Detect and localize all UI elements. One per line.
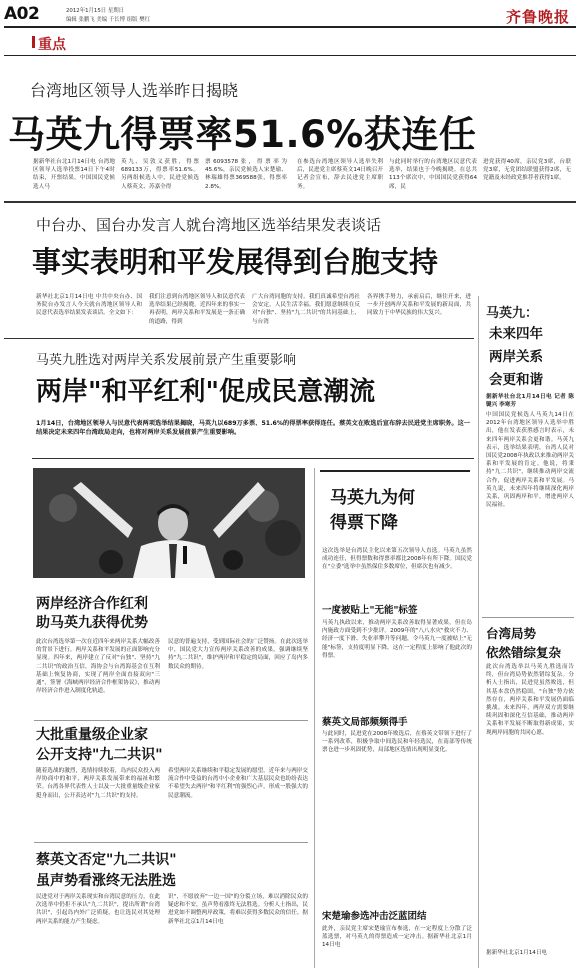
story7-text2: 与此同时，民进党在2008年败选后，在蔡英文带领下进行了一系列改革，积极争取中间选民和年轻选民，在南部等传统票仓进一步巩固优势，局部地区选情出现明显变化。 — [322, 731, 472, 754]
sidebar2-headline-line1: 台湾局势 — [486, 626, 537, 641]
sidebar2-headline-line2: 依然错综复杂 — [486, 645, 562, 660]
masthead-rule — [4, 26, 576, 28]
story6-col1: 民进党对于两岸关系现实和台湾民意的压力，在此次选举中仍拒不承认"九二共识"，提出所谓"台湾共识"，引起岛内外广泛质疑，也让选民对其处理两岸关系的能力产生疑虑。 — [36, 894, 160, 925]
sidebar1-label: 马英九： — [486, 306, 539, 321]
story7-sub2: 蔡英文局部频频得手 — [322, 717, 408, 728]
footer-credit: 据新华社北京1月14日电 — [486, 950, 548, 956]
rule-3 — [32, 458, 474, 459]
rule-5 — [34, 842, 308, 843]
story6-headline-line1: 蔡英文否定"九二共识" — [36, 852, 177, 868]
story2-col3: 广大台湾同胞的支持。我们真诚希望台湾社会安定，人民生活幸福。我们愿意继续在反对"台独"、坚持"九二共识"的共同基础上，与台湾 — [252, 294, 360, 325]
editors-line: 编辑 张鹏飞 美编 千长博 组版 樊红 — [66, 17, 151, 23]
story1-col2: 英九、吴敦义获胜，得票689133万，得票率51.6%。另两组候选人中，民进党候选人蔡英文、苏嘉全得 — [121, 159, 199, 190]
story6-col2: 识"，不愿放弃"一边一国"的分裂立场，难以消除民众的疑虑和不安，虽声势看涨终无法胜选。分析人士指出，民进党如不调整两岸政策，将难以获得多数民众的信任。据新华社北京1月14日电 — [168, 894, 308, 925]
story2-headline: 事实表明和平发展得到台胞支持 — [32, 245, 439, 279]
ma-ying-jeou-photo — [33, 468, 305, 578]
story1-col4: 在参选台湾地区领导人选举失利后，民进党主席蔡英文14日晚召开记者会宣布，辞去民进党主席职务。 — [297, 159, 383, 190]
rule-4 — [34, 720, 308, 721]
story7-divider — [314, 468, 315, 968]
story6-headline-line2: 虽声势看涨终无法胜选 — [36, 873, 176, 889]
story5-col2: 希望两岸关系继续和平稳定发展的愿望。近年来与两岸交流合作中受益的台湾中小企业和广大基层民众也纷纷表达不希望失去两岸"和平红利"的强烈心声，形成一股强大的民意潮流。 — [168, 768, 308, 799]
sidebar2-body: 此次台湾选举以马英九胜选而告终，但台湾局势依然错综复杂。分析人士指出，民进党虽然败选，但其基本盘仍然稳固，"台独"势力依然存在，两岸关系和平发展仍面临挑战。未来四年，两岸双方需要继续巩固和深化互信基础，推动两岸关系和平发展不断取得新成果，实现两岸同胞的共同心愿。 — [486, 664, 574, 736]
section-marker — [32, 36, 35, 48]
story3-headline: 两岸"和平红利"促成民意潮流 — [36, 377, 376, 407]
sidebar1-headline-line1: 未来四年 — [489, 326, 543, 342]
story5-headline-line1: 大批重量级企业家 — [36, 727, 148, 743]
story4-headline-line1: 两岸经济合作红利 — [36, 596, 148, 612]
story1-col5: 与此同时举行的台湾地区民意代表选举，结果也于今晚揭晓。在总共113个席次中，中国国民党获得64席，民 — [389, 159, 477, 190]
section-label: 重点 — [38, 37, 66, 53]
story7-headline-line1: 马英九为何 — [330, 488, 415, 508]
story7-text3: 此外，亲民党主席宋楚瑜宣布参选，在一定程度上分散了泛蓝选票，对马英九的得票造成一定冲击。据新华社北京1月14日电 — [322, 926, 472, 949]
rule-1 — [4, 201, 576, 203]
story2-col4: 各界携手努力，承前启后，继往开来，进一步开创两岸关系和平发展的新局面，共同致力于中华民族的伟大复兴。 — [367, 294, 471, 317]
story2-col2: 我们注意到台湾地区领导人和民意代表选举结果已经揭晓。近四年来的事实一再表明，两岸关系和平发展是一条正确的道路，得到 — [149, 294, 245, 325]
story1-headline: 马英九得票率51.6%获连任 — [8, 113, 477, 156]
sidebar1-body: 中国国民党候选人马英九14日在2012年台湾地区领导人选举中胜出，他在发表获胜感言时表示，未来四年两岸关系会更和谐。马英九表示，选举结果表明，台湾人民对国民党2008年执政以来推动两岸关系和平发展的肯定。他说，将秉持"九二共识"，继续推动两岸交流合作，促进两岸关系和平发展。马英九说，未来四年将继续深化两岸关系，巩固两岸和平，增进两岸人民福祉。 — [486, 412, 574, 509]
sidebar1-headline-line2: 两岸关系 — [489, 349, 543, 365]
story1-kicker: 台湾地区领导人选举昨日揭晓 — [30, 81, 239, 100]
story7-headline-line2: 得票下降 — [330, 513, 398, 533]
rule-2 — [4, 338, 474, 339]
page-number: A02 — [4, 4, 40, 24]
section-rule — [4, 55, 576, 56]
story7-intro: 这次选举是台湾民主化以来第五次领导人直选。马英九虽然成功连任，但得票数和得票率都比2008年有所下降。国民党在"立委"选举中虽然保住多数席位，但席次也有减少。 — [322, 548, 472, 571]
paper-logo: 齐鲁晚报 — [505, 8, 570, 26]
story2-kicker: 中台办、国台办发言人就台湾地区选举结果发表谈话 — [36, 216, 382, 234]
story1-col3: 票6093578张，得票率为45.6%，亲民党候选人宋楚瑜、林瑞雄得票369588张，得票率2.8%。 — [205, 159, 287, 190]
date-line: 2012年1月15日 星期日 — [66, 8, 125, 14]
story5-col1: 随着选战的激烈，选情持续胶着，岛内民众投入两岸协商中的和平，两岸关系发展带来的福祉和繁荣。台湾各界代表性人士以及一大批重量级企业家挺身而出，公开表达对"九二共识"的支持。 — [36, 768, 160, 799]
story4-col1: 此次台湾选举第一次在近四年来两岸关系大幅改善的背景下进行。两岸关系和平发展的正面影响充分显现。四年来，两岸建立了反对"台独"、坚持"九二共识"的政治互信，海协会与台湾海基会在互利基础上恢复协商，实现了两岸全面直接双向"三通"，签署《海峡两岸经济合作框架协议》，推动两岸经济合作进入制度化轨道。 — [36, 639, 160, 695]
story1-col6: 进党获得40席，亲民党3席，台联党3席，无党团结联盟获得2席，无党籍及未经政党推荐者获得1席。 — [483, 159, 571, 182]
story3-kicker: 马英九胜选对两岸关系发展前景产生重要影响 — [36, 353, 297, 368]
story7-text1: 马英九执政以来，推动两岸关系改善取得显著成果，但在岛内施政方面受到不少批评。2009年的"八八水灾"救灾不力、经济一度下滑、失业率攀升等问题，令马英九一度被贴上"无能"标签，支持度明显下降，这在一定程度上影响了他此次的得票。 — [322, 620, 472, 659]
crowd-illustration — [33, 468, 305, 578]
sidebar1-byline: 据新华社台北1月14日电 记者 陈键兴 李寒芳 — [486, 394, 574, 409]
story5-headline-line2: 公开支持"九二共识" — [36, 747, 163, 763]
story7-sub3: 宋楚瑜参选冲击泛蓝团结 — [322, 911, 427, 922]
story1-col1: 据新华社台北1月14日电 台湾地区领导人选举投票14日下午4时结束，开票结果，中国国民党候选人马 — [33, 159, 115, 190]
story4-headline-line2: 助马英九获得优势 — [36, 615, 148, 631]
sidebar2-rule — [482, 617, 574, 618]
story4-col2: 民意的普遍支持，受到国际社会的广泛赞扬。在此次选举中，国民党大力宣传两岸关系改善的成果，强调继续坚持"九二共识"，维护两岸和平稳定的局面，回应了岛内多数民众的期待。 — [168, 639, 308, 670]
story3-lede: 1月14日，台湾地区领导人与民意代表两项选举结果揭晓，马英九以689万多票、51.6%的得票率获得连任。蔡英文在败选后宣布辞去民进党主席职务。这一结果决定未来四年台湾政局走向，也将对两岸关系发展前景产生重要影响。 — [36, 420, 470, 436]
story2-col1: 新华社北京1月14日电 中共中央台办、国务院台办发言人今天就台湾地区领导人和民意代表选举结果发表谈话。全文如下： — [36, 294, 142, 317]
story7-sub1: 一度被贴上"无能"标签 — [322, 605, 418, 616]
sidebar1-headline-line3: 会更和谐 — [489, 372, 543, 388]
column-divider — [478, 296, 479, 968]
